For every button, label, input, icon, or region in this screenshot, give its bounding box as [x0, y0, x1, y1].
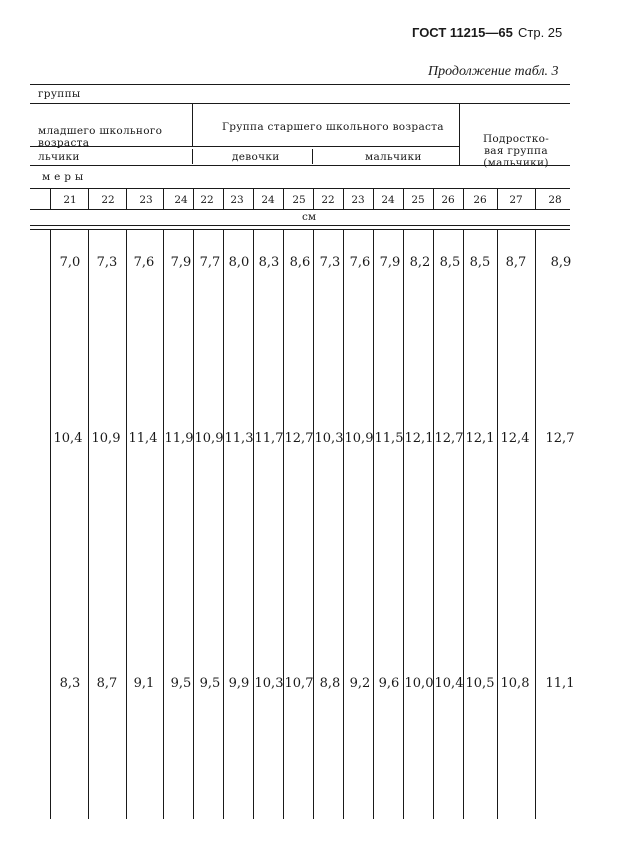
- size-cell: 23: [139, 194, 153, 206]
- value-cell: 11,1: [545, 676, 575, 691]
- size-divider: [497, 189, 498, 209]
- body-col-line: [126, 229, 127, 819]
- size-cell: 24: [174, 194, 188, 206]
- size-divider: [433, 189, 434, 209]
- value-cell: 12,1: [404, 431, 434, 446]
- size-cell: 23: [230, 194, 244, 206]
- value-cell: 7,7: [199, 255, 221, 270]
- size-divider: [403, 189, 404, 209]
- value-cell: 10,8: [500, 676, 530, 691]
- size-cell: 22: [101, 194, 115, 206]
- value-cell: 8,8: [319, 676, 341, 691]
- value-cell: 10,3: [254, 676, 284, 691]
- size-cell: 27: [509, 194, 523, 206]
- value-cell: 12,4: [500, 431, 530, 446]
- table-rule-5: [30, 188, 570, 189]
- body-col-line: [373, 229, 374, 819]
- value-cell: 8,3: [59, 676, 81, 691]
- body-col-line: [193, 229, 194, 819]
- body-col-line: [343, 229, 344, 819]
- value-cell: 8,7: [96, 676, 118, 691]
- value-cell: 11,5: [374, 431, 404, 446]
- body-col-line: [403, 229, 404, 819]
- value-cell: 8,6: [289, 255, 311, 270]
- value-cell: 7,6: [349, 255, 371, 270]
- value-cell: 11,7: [254, 431, 284, 446]
- page-number: Стр. 25: [518, 25, 563, 40]
- value-cell: 11,9: [164, 431, 194, 446]
- value-cell: 10,4: [53, 431, 83, 446]
- size-divider: [126, 189, 127, 209]
- size-divider: [343, 189, 344, 209]
- table-rule-7: [30, 225, 570, 226]
- groups-label: группы: [38, 88, 81, 100]
- size-cell: 22: [200, 194, 214, 206]
- group-divider-1: [192, 103, 193, 146]
- size-cell: 25: [411, 194, 425, 206]
- table-continuation-label: Продолжение табл. 3: [428, 64, 559, 79]
- value-cell: 11,4: [128, 431, 158, 446]
- value-cell: 12,1: [465, 431, 495, 446]
- body-col-line: [313, 229, 314, 819]
- value-cell: 7,9: [170, 255, 192, 270]
- size-divider: [535, 189, 536, 209]
- size-row: [0, 194, 622, 208]
- sub-divider: [312, 149, 313, 164]
- value-cell: 9,1: [133, 676, 155, 691]
- value-cell: 8,9: [550, 255, 572, 270]
- table-top-rule: [30, 84, 570, 85]
- value-cell: 10,4: [434, 676, 464, 691]
- value-cell: 7,3: [319, 255, 341, 270]
- junior-girls-header: льчики: [38, 151, 80, 163]
- size-divider: [463, 189, 464, 209]
- size-cell: 24: [381, 194, 395, 206]
- teen-group-header: Подростко- вая группа (мальчики): [482, 133, 550, 169]
- value-cell: 8,5: [439, 255, 461, 270]
- table-rule-6: [30, 209, 570, 210]
- value-cell: 8,2: [409, 255, 431, 270]
- data-row-2: [0, 431, 622, 449]
- size-divider: [313, 189, 314, 209]
- size-divider: [253, 189, 254, 209]
- senior-group-header: Группа старшего школьного возраста: [222, 121, 444, 133]
- value-cell: 10,0: [404, 676, 434, 691]
- body-col-line: [497, 229, 498, 819]
- size-cell: 25: [292, 194, 306, 206]
- data-row-3: [0, 676, 622, 694]
- size-divider: [50, 189, 51, 209]
- size-divider: [223, 189, 224, 209]
- size-divider: [163, 189, 164, 209]
- value-cell: 10,3: [314, 431, 344, 446]
- size-cell: 26: [441, 194, 455, 206]
- measures-label: м е р ы: [42, 171, 84, 183]
- value-cell: 10,9: [194, 431, 224, 446]
- size-cell: 22: [321, 194, 335, 206]
- value-cell: 7,9: [379, 255, 401, 270]
- size-cell: 26: [473, 194, 487, 206]
- value-cell: 9,9: [228, 676, 250, 691]
- senior-boys-header: мальчики: [365, 151, 422, 163]
- table-rule-2: [30, 103, 570, 104]
- group-divider-1b: [192, 149, 193, 164]
- senior-girls-header: девочки: [232, 151, 280, 163]
- value-cell: 8,7: [505, 255, 527, 270]
- body-col-line: [535, 229, 536, 819]
- body-col-line: [163, 229, 164, 819]
- value-cell: 12,7: [545, 431, 575, 446]
- value-cell: 7,3: [96, 255, 118, 270]
- value-cell: 8,0: [228, 255, 250, 270]
- size-divider: [193, 189, 194, 209]
- size-cell: 23: [351, 194, 365, 206]
- body-col-line: [433, 229, 434, 819]
- group-divider-2: [459, 103, 460, 165]
- unit-label: см: [302, 211, 317, 223]
- body-col-line: [253, 229, 254, 819]
- body-col-line: [50, 229, 51, 819]
- size-cell: 24: [261, 194, 275, 206]
- size-cell: 21: [63, 194, 77, 206]
- value-cell: 9,5: [199, 676, 221, 691]
- body-col-line: [88, 229, 89, 819]
- body-col-line: [283, 229, 284, 819]
- value-cell: 12,7: [284, 431, 314, 446]
- size-divider: [283, 189, 284, 209]
- value-cell: 9,6: [378, 676, 400, 691]
- value-cell: 12,7: [434, 431, 464, 446]
- size-divider: [88, 189, 89, 209]
- value-cell: 10,9: [91, 431, 121, 446]
- size-divider: [373, 189, 374, 209]
- size-cell: 28: [548, 194, 562, 206]
- standard-number: ГОСТ 11215—65: [412, 25, 513, 40]
- body-col-line: [463, 229, 464, 819]
- body-col-line: [223, 229, 224, 819]
- value-cell: 10,9: [344, 431, 374, 446]
- value-cell: 7,6: [133, 255, 155, 270]
- value-cell: 10,5: [465, 676, 495, 691]
- value-cell: 11,3: [224, 431, 254, 446]
- value-cell: 8,3: [258, 255, 280, 270]
- value-cell: 10,7: [284, 676, 314, 691]
- value-cell: 9,2: [349, 676, 371, 691]
- value-cell: 7,0: [59, 255, 81, 270]
- value-cell: 9,5: [170, 676, 192, 691]
- table-rule-8: [30, 229, 570, 230]
- data-row-1: [0, 255, 622, 273]
- junior-group-header: младшего школьного возраста: [38, 125, 163, 149]
- value-cell: 8,5: [469, 255, 491, 270]
